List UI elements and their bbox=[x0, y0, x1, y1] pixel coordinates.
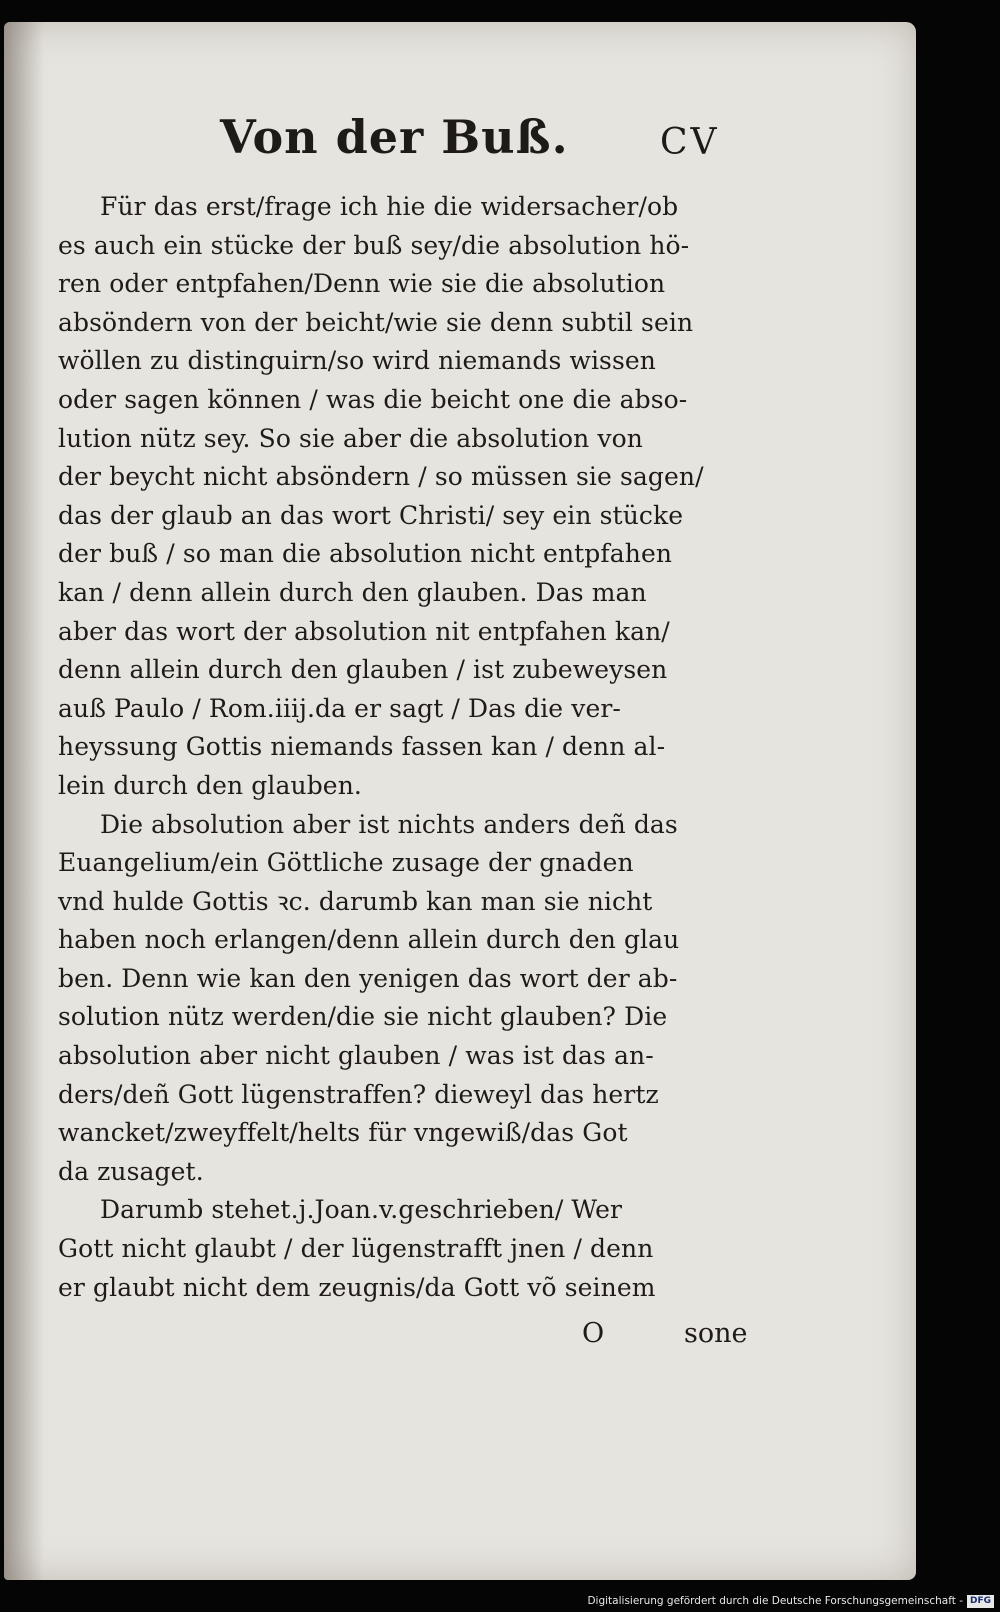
text-line: ren oder entpfahen/Denn wie sie die absolution bbox=[58, 269, 666, 299]
text-line: lution nütz sey. So sie aber die absolution von bbox=[58, 423, 643, 453]
text-line: aber das wort der absolution nit entpfahen kan/ bbox=[58, 616, 670, 646]
text-line: ben. Denn wie kan den yenigen das wort der ab- bbox=[58, 963, 678, 993]
text-line: denn allein durch den glauben / ist zubeweysen bbox=[58, 655, 668, 685]
text-line: heyssung Gottis niemands fassen kan / denn al- bbox=[58, 732, 666, 762]
text-block bbox=[58, 188, 744, 1307]
text-line: der beycht nicht absöndern / so müssen sie sagen/ bbox=[58, 462, 704, 492]
text-line: auß Paulo / Rom.iiij.da er sagt / Das die ver- bbox=[58, 693, 621, 723]
text-line: Für das erst/frage ich hie die widersacher/ob bbox=[100, 192, 679, 221]
text-line: es auch ein stücke der buß sey/die absolution hö- bbox=[58, 230, 690, 260]
text-line: wöllen zu distinguirn/so wird niemands wissen bbox=[58, 346, 657, 376]
text-line: das der glaub an das wort Christi/ sey ein stücke bbox=[58, 500, 684, 530]
text-line: oder sagen können / was die beicht one die abso- bbox=[58, 384, 688, 414]
catchword: sone bbox=[684, 1318, 748, 1349]
text-line: Euangelium/ein Göttliche zusage der gnaden bbox=[58, 848, 634, 878]
page-footer bbox=[58, 1318, 748, 1358]
text-line: da zusaget. bbox=[58, 1156, 204, 1186]
text-line: vnd hulde Gottis ꝛc. darumb kan man sie nicht bbox=[58, 886, 653, 916]
text-line: er glaubt nicht dem zeugnis/da Gott võ seinem bbox=[58, 1272, 656, 1302]
text-line: Darumb stehet.j.Joan.v.geschrieben/ Wer bbox=[100, 1195, 623, 1225]
text-line: Die absolution aber ist nichts anders deñ das bbox=[100, 809, 678, 839]
signature-mark: O bbox=[582, 1318, 605, 1349]
credit-text: Digitalisierung gefördert durch die Deutsche Forschungsgemeinschaft - bbox=[587, 1595, 963, 1607]
page-header bbox=[4, 110, 916, 190]
text-line: absolution aber nicht glauben / was ist das an- bbox=[58, 1041, 654, 1071]
running-head: Von der Buß. bbox=[220, 110, 569, 164]
paragraph-2 bbox=[58, 806, 744, 1192]
text-line: ders/deñ Gott lügenstraffen? dieweyl das hertz bbox=[58, 1079, 659, 1109]
text-line: wancket/zweyffelt/helts für vngewiß/das Got bbox=[58, 1118, 628, 1148]
text-line: Gott nicht glaubt / der lügenstrafft jnen / denn bbox=[58, 1234, 654, 1264]
text-line: haben noch erlangen/denn allein durch den glau bbox=[58, 925, 680, 955]
paragraph-1 bbox=[58, 188, 744, 806]
folio-number: CV bbox=[660, 122, 720, 163]
digitization-credit bbox=[587, 1592, 994, 1610]
text-line: lein durch den glauben. bbox=[58, 770, 362, 800]
text-line: absöndern von der beicht/wie sie denn subtil sein bbox=[58, 307, 694, 337]
dfg-logo-icon: DFG bbox=[967, 1595, 994, 1608]
paragraph-3 bbox=[58, 1191, 744, 1307]
text-line: kan / denn allein durch den glauben. Das man bbox=[58, 577, 647, 607]
text-line: solution nütz werden/die sie nicht glauben? Die bbox=[58, 1002, 668, 1032]
book-page bbox=[4, 22, 916, 1580]
text-line: der buß / so man die absolution nicht entpfahen bbox=[58, 539, 673, 569]
